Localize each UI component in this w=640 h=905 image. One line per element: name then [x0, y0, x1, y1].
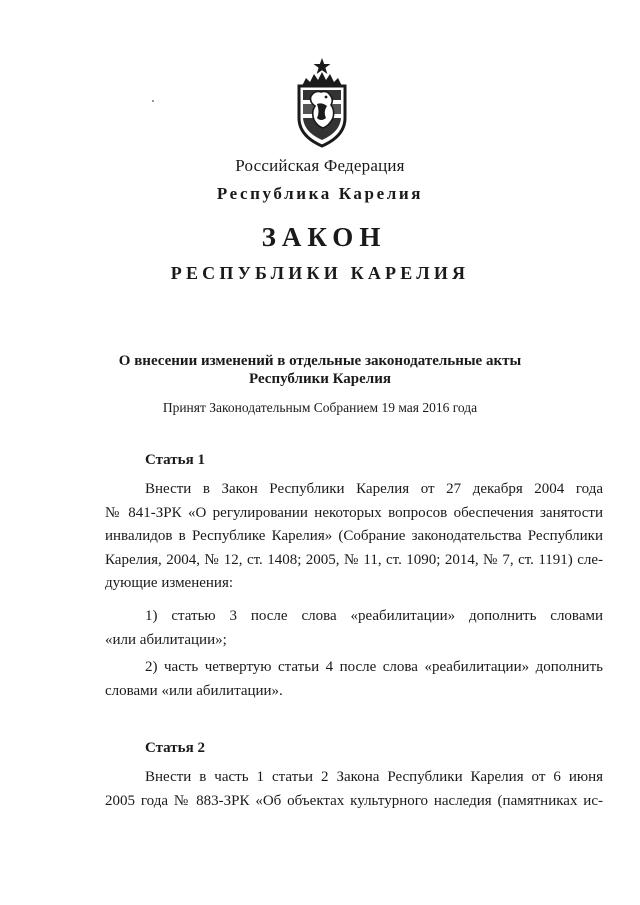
article-1-item-2 — [105, 656, 603, 703]
text-line: 2005 года № 883-ЗРК «Об объектах культурного наследия (памятниках ис- — [105, 792, 603, 809]
country-name: Российская Федерация — [235, 156, 405, 175]
document-title-line: О внесении изменений в отдельные законодательные акты — [118, 353, 522, 369]
law-title: ЗАКОН — [261, 222, 387, 252]
text-line: словами «или абилитации». — [105, 682, 283, 699]
text-line: Внести в часть 1 статьи 2 Закона Республики Карелия от 6 июня — [145, 769, 603, 785]
text-line: «или абилитации»; — [105, 631, 227, 648]
article-2-heading: Статья 2 — [145, 740, 205, 756]
text-line: 1) статью 3 после слова «реабилитации» дополнить словами — [145, 608, 603, 624]
article-1-heading: Статья 1 — [145, 452, 205, 468]
text-line: Внести в Закон Республики Карелия от 27 декабря 2004 года — [145, 481, 603, 497]
republic-name: Республика Карелия — [216, 184, 424, 203]
karelia-coat-of-arms-icon — [293, 56, 351, 148]
law-subtitle: РЕСПУБЛИКИ КАРЕЛИЯ — [170, 263, 470, 283]
text-line: дующие изменения: — [105, 575, 234, 591]
article-1-intro — [105, 478, 603, 596]
scan-speck — [152, 100, 154, 102]
article-2-intro — [105, 766, 603, 813]
text-line: Карелия, 2004, № 12, ст. 1408; 2005, № 11, ст. 1090; 2014, № 7, ст. 1191) сле- — [105, 551, 603, 568]
document-title — [0, 352, 640, 388]
adoption-note: Принят Законодательным Собранием 19 мая 2016 года — [162, 400, 478, 415]
text-line: № 841-ЗРК «О регулировании некоторых вопросов обеспечения занятости — [105, 504, 603, 521]
text-line: 2) часть четвертую статьи 4 после слова «реабилитации» дополнить — [145, 659, 603, 675]
document-title-line: Республики Карелия — [249, 371, 391, 387]
text-line: инвалидов в Республике Карелия» (Собрание законодательства Республики — [105, 528, 603, 544]
article-1-item-1 — [105, 605, 603, 652]
